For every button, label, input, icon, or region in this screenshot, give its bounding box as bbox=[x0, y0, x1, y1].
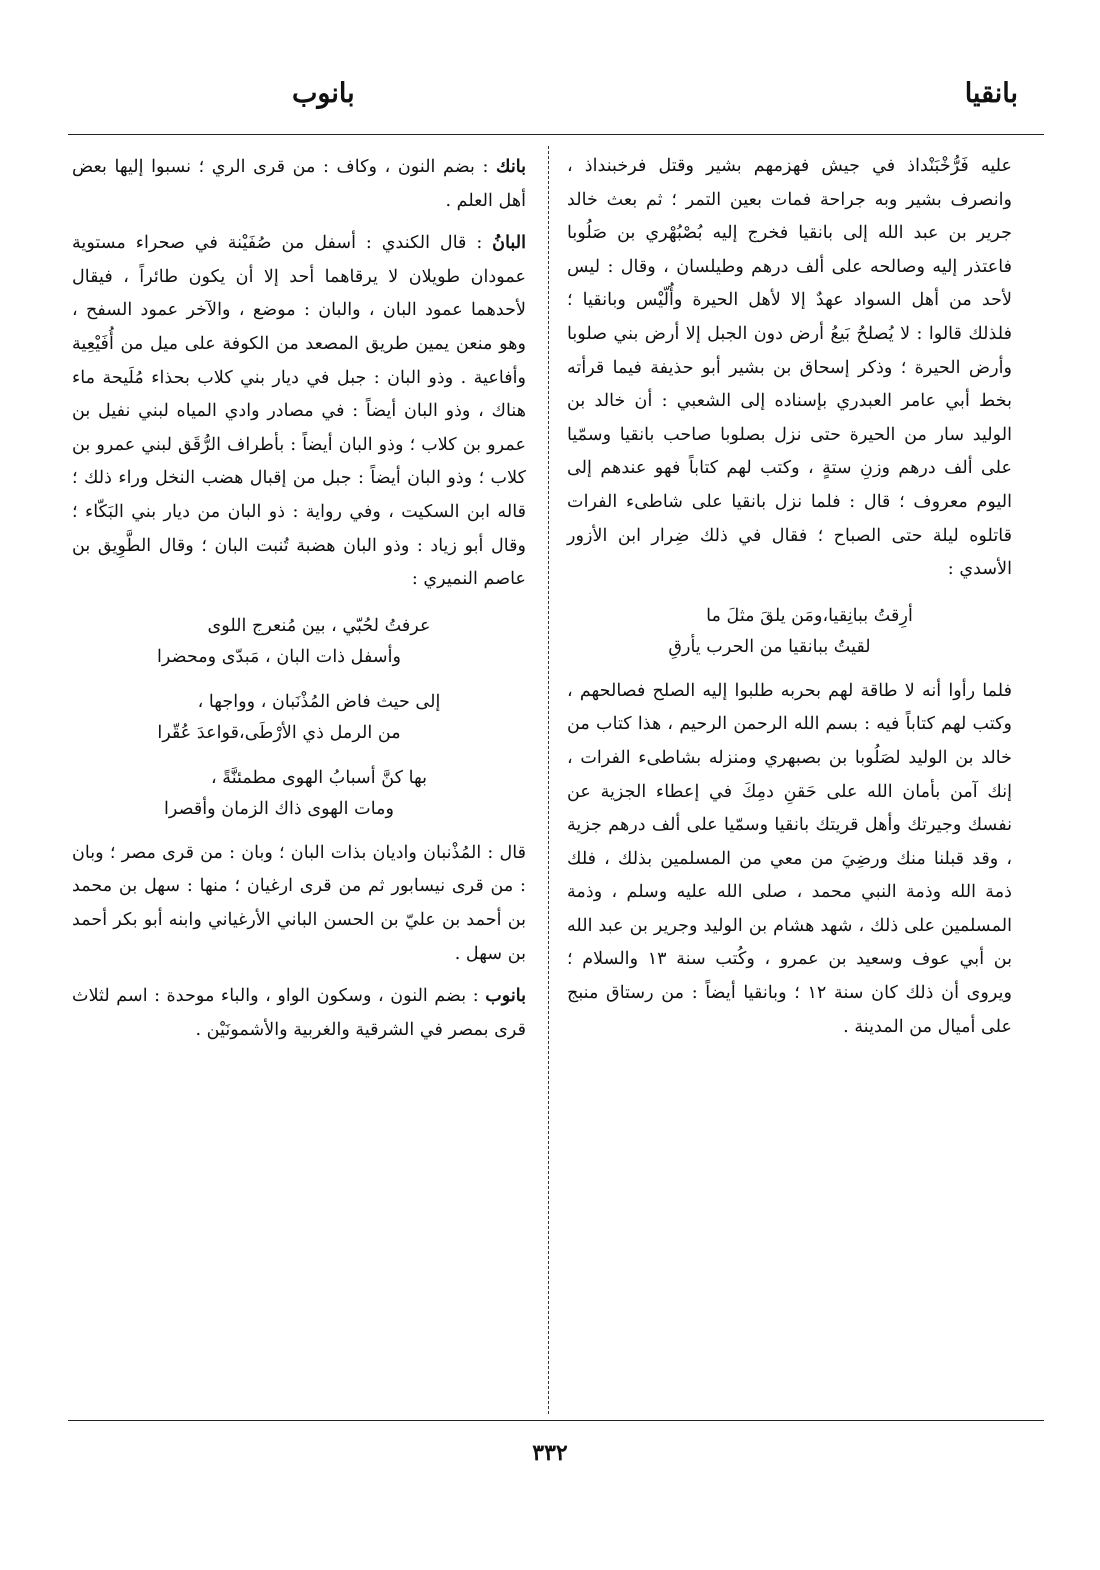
entry-headword: البانُ bbox=[492, 232, 526, 254]
paragraph: قال : المُذْنبان واديان بذات البان ؛ وبان : من قرى مصر ؛ وبان : من قرى نيسابور ثم من قرى ارغيان ؛ منها : سهل بن محمد بن أحمد بن عليّ بن الحسن الباني الأرغياني وابنه أبو بكر أحمد بن سهل . bbox=[72, 842, 526, 964]
entry-headword: بانك bbox=[496, 156, 526, 177]
paragraph: فلما رأوا أنه لا طاقة لهم بحربه طلبوا إليه الصلح فصالحهم ، وكتب لهم كتاباً فيه : بسم الله الرحمن الرحيم ، هذا كتاب من خالد بن الوليد لصَلُوبا بن بصبهري ومنزله بشاطىء الفرات ، إنك آمن بأمان الله على حَقنِ دمِكَ في إعطاء الجزية عن نفسك وجيرتك وأهل قريتك بانقيا وسمّيا على ألف درهم جزية ، وقد قبلنا منك ورضِيَ من معي من المسلمين بذلك ، فلك ذمة الله وذمة النبي محمد ، صلى الله عليه وسلم ، وذمة المسلمين على ذلك ، شهد هشام بن الوليد وجرير بن عبد الله بن أبي عوف وسعيد بن عمرو ، وكُتب سنة ١٣ والسلام ؛ ويروى أن ذلك كان سنة ١٢ ؛ وبانقيا أيضاً : من رستاق منبج على أميال من المدينة . bbox=[567, 680, 1013, 1037]
paragraph: عليه فَرُّخْبَنْداذ في جيش فهزمهم بشير وقتل فرخبنداذ ، وانصرف بشير وبه جراحة فمات بعين التمر ؛ ثم بعث خالد جرير بن عبد الله إلى بانقيا فخرج إليه بُصْبُهْري بن صَلُوبا فاعتذر إليه وصالحه على ألف درهم وطيلسان ، وقال : ليس لأحد من أهل السواد عهدٌ إلا لأهل الحيرة وأُلّيْس وبانقيا ؛ فلذلك قالوا : لا يُصلحُ بَيعُ أرض دون الجبل إلا أرض بني صلوبا وأرض الحيرة ؛ وذكر إسحاق بن بشير أبو حذيفة فيما قرأته بخط أبي عامر العبدري بإسناده إلى الشعبي : أن خالد بن الوليد سار من الحيرة حتى نزل بصلوبا صاحب بانقيا وسمّيا على ألف درهم وزنِ ستةٍ ، وكتب لهم كتاباً فهو عندهم إلى اليوم معروف ؛ قال : فلما نزل بانقيا على شاطىء الفرات قاتلوه ليلة حتى الصباح ؛ فقال في ذلك ضِرار ابن الأزور الأسدي : bbox=[567, 156, 1012, 580]
header-rule bbox=[68, 134, 1044, 135]
running-header-left: بانوب bbox=[292, 78, 355, 109]
dictionary-entry bbox=[72, 226, 526, 597]
entry-text: : بضم النون ، وسكون الواو ، والباء موحدة : اسم لثلاث قرى بمصر في الشرقية والغربية والأشمونَيْن . bbox=[72, 986, 526, 1040]
dictionary-entry bbox=[72, 979, 526, 1047]
verse-line: بها كنَّ أسبابُ الهوى مطمئنَّةً ، bbox=[211, 767, 427, 788]
verse bbox=[72, 763, 526, 825]
verse-line: إلى حيث فاض المُذْنَبان ، وواجها ، bbox=[197, 691, 441, 712]
right-column bbox=[567, 150, 1012, 1046]
running-header-right: بانقيا bbox=[964, 78, 1018, 109]
verse-line: أرِقتُ ببانِقيا،ومَن يلقَ مثلَ ما bbox=[706, 605, 913, 626]
footer-rule bbox=[68, 1420, 1044, 1421]
page-number: ٣٣٢ bbox=[532, 1440, 568, 1466]
entry-headword: بانوب bbox=[485, 985, 526, 1007]
verse bbox=[567, 601, 1012, 663]
verse-line: من الرمل ذي الأرْطَى،قواعدَ عُقّرا bbox=[157, 722, 401, 743]
verse-line: عرفتُ لحُبّي ، بين مُنعرج اللوى bbox=[207, 615, 431, 636]
column-divider bbox=[548, 146, 549, 1414]
dictionary-entry bbox=[72, 150, 526, 218]
entry-text: : قال الكندي : أسفل من صُفَيْنة في صحراء مستوية عمودان طويلان لا يرقاهما أحد إلا أن يكون طائراً ، فيقال لأحدهما عمود البان ، والبان : موضع ، والآخر عمود السفح ، وهو منعن يمين طريق المصعد من الكوفة على ميل من أُفَيْعِية وأفاعية . وذو البان : جبل في ديار بني كلاب بحذاء مُلَيحة ماء هناك ، وذو البان أيضاً : في مصادر وادي المياه لبني نفيل بن عمرو بن كلاب ؛ وذو البان أيضاً : بأطراف الرُّقَق لبني عمرو بن كلاب ؛ وذو البان أيضاً : جبل من إقبال هضب النخل وراء ذلك ؛ قاله ابن السكيت ، وفي رواية : ذو البان من ديار بني البَكّاء ؛ وقال أبو زياد : وذو البان هضبة تُنبت البان ؛ وقال الطَّوِيق بن عاصم النميري : bbox=[72, 233, 526, 590]
verse-line: ومات الهوى ذاك الزمان وأقصرا bbox=[164, 798, 394, 819]
verse bbox=[72, 687, 526, 749]
verse-line: لقيتُ ببانقيا من الحرب يأرقِ bbox=[668, 636, 871, 657]
verse bbox=[72, 611, 526, 673]
left-column bbox=[72, 150, 526, 1049]
verse-line: وأسفل ذات البان ، مَبدّى ومحضرا bbox=[157, 646, 401, 667]
entry-text: : بضم النون ، وكاف : من قرى الري ؛ نسبوا إليها بعض أهل العلم . bbox=[72, 157, 526, 211]
